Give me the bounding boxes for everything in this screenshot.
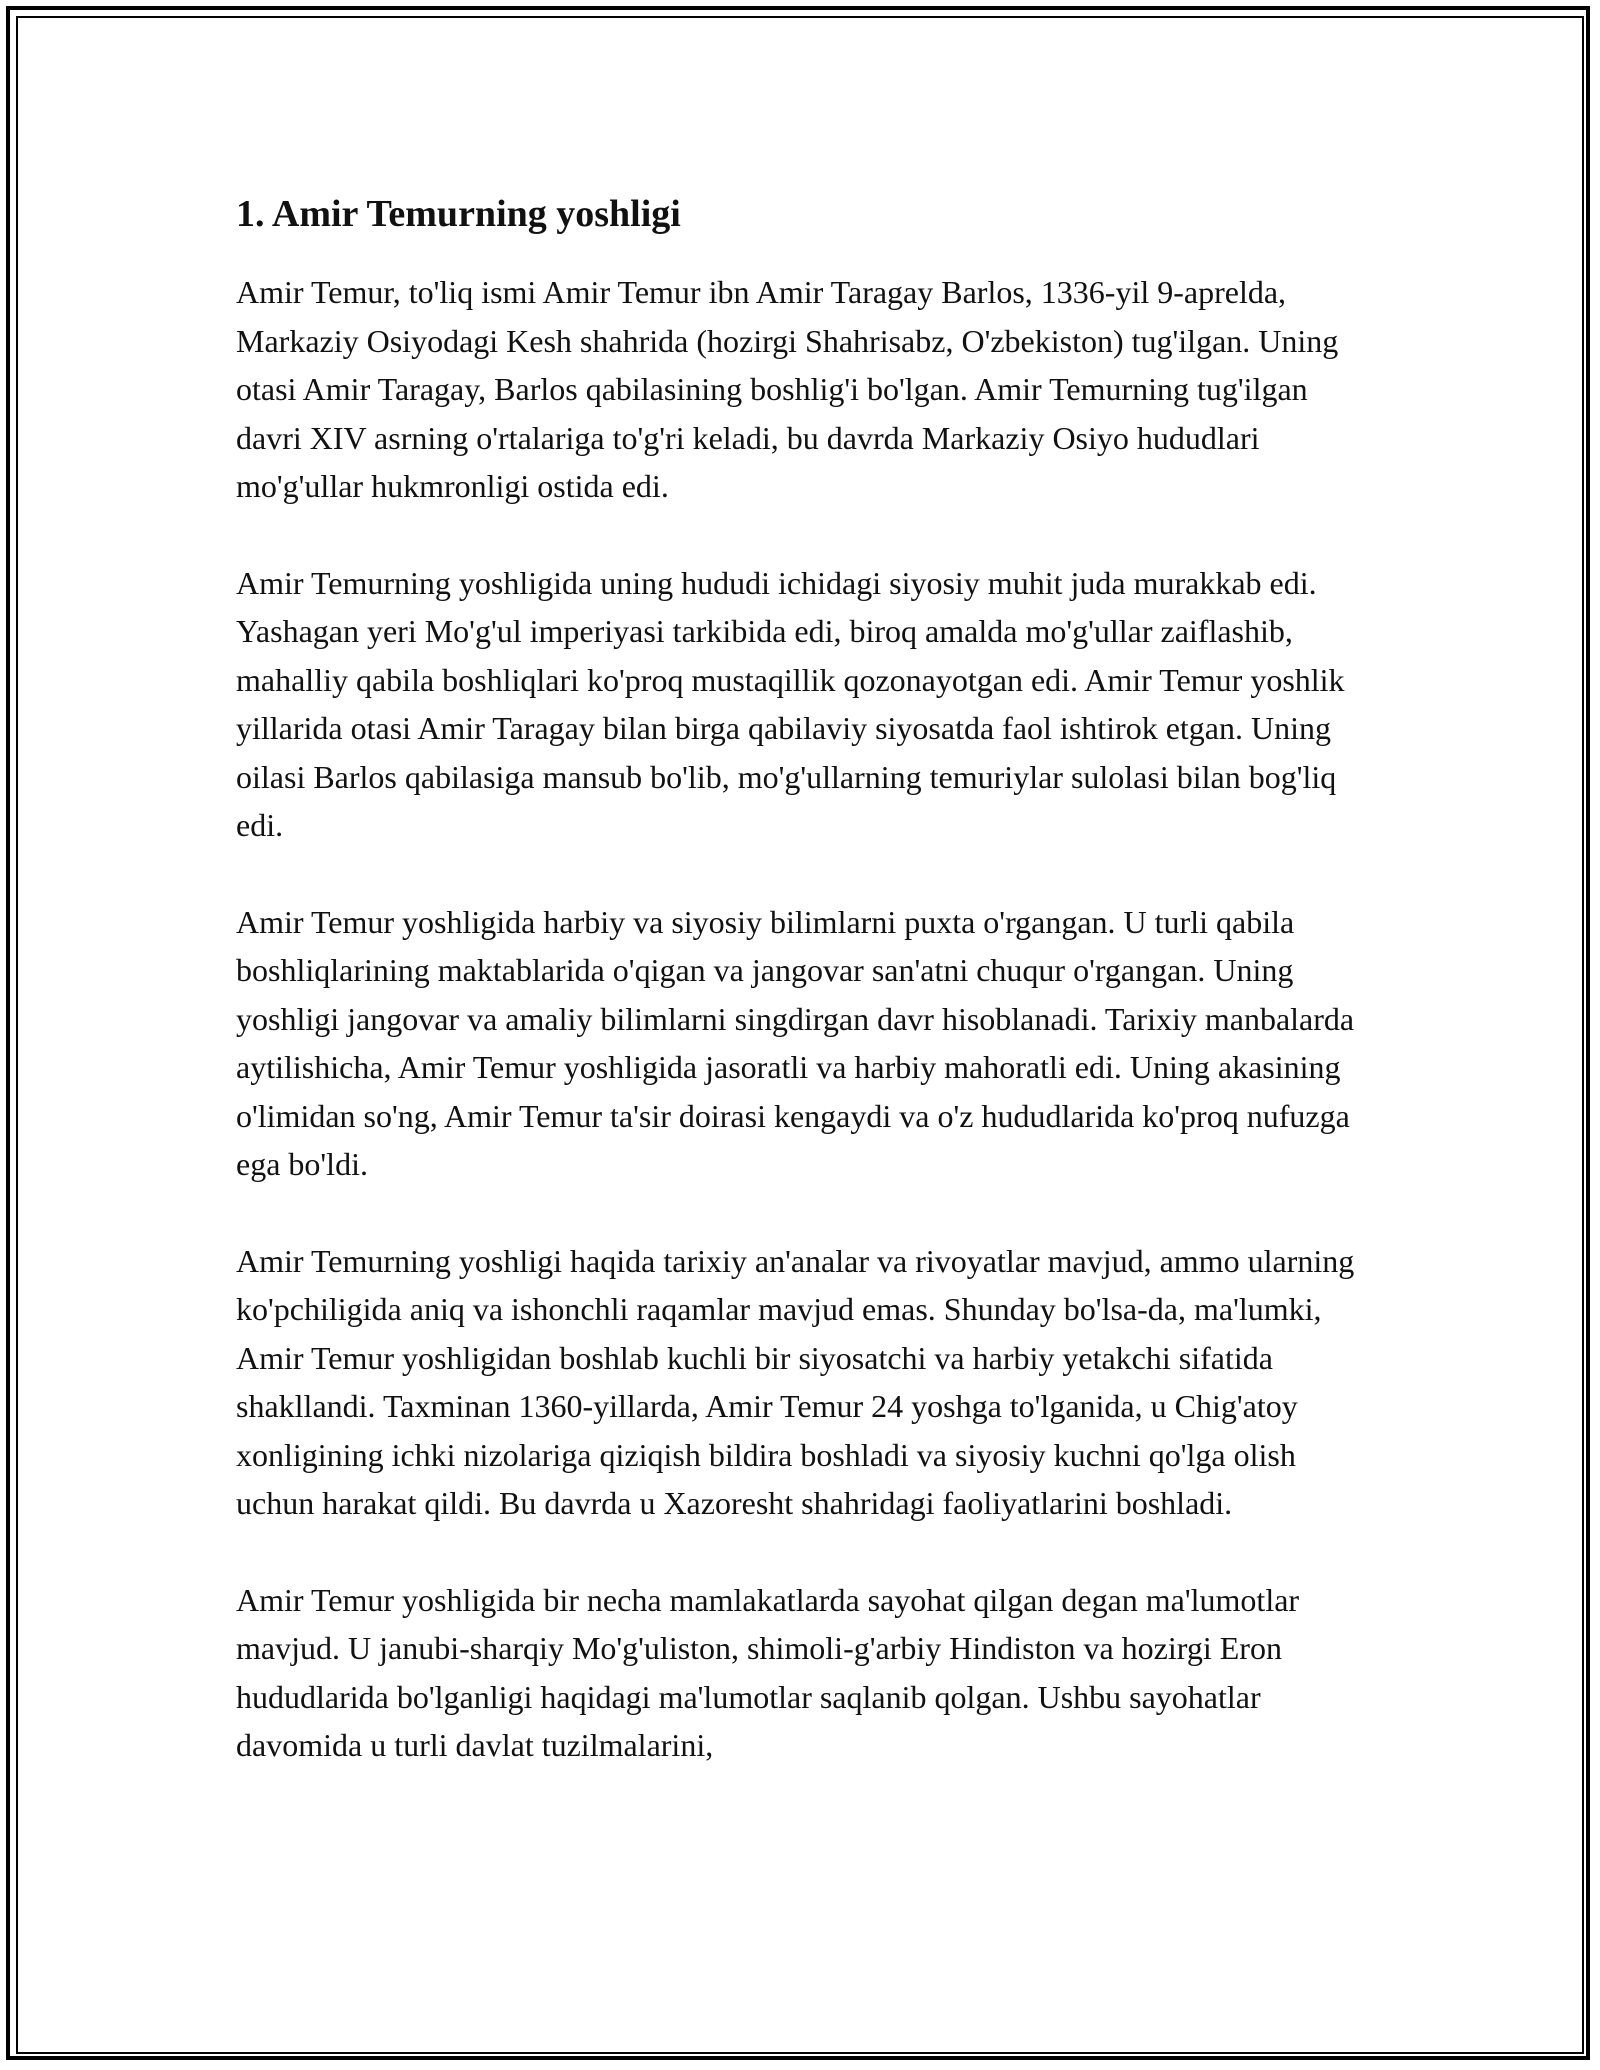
paragraph-5: Amir Temur yoshligida bir necha mamlakatlarda sayohat qilgan degan ma'lumotlar mavjud. U janubi-sharqiy Mo'g'uliston, shimoli-g'arbiy Hindiston va hozirgi Eron hududlarida bo'lganligi haqidagi ma'lumotlar saqlanib qolgan. Ushbu sayohatlar davomida u turli davlat tuzilmalarini, (236, 1581, 1300, 1763)
document-body (236, 188, 1366, 1770)
paragraph-1: Amir Temur, to'liq ismi Amir Temur ibn Amir Taragay Barlos, 1336-yil 9-aprelda, Markaziy Osiyodagi Kesh shahrida (hozirgi Shahrisabz, O'zbekiston) tug'ilgan. Uning otasi Amir Taragay, Barlos qabilasining boshlig'i bo'lgan. Amir Temurning tug'ilgan davri XIV asrning o'rtalariga to'g'ri keladi, bu davrda Markaziy Osiyo hududlari mo'g'ullar hukmronligi ostida edi. (236, 274, 1339, 504)
paragraph-4: Amir Temurning yoshligi haqida tarixiy an'analar va rivoyatlar mavjud, ammo ularning ko'pchiligida aniq va ishonchli raqamlar mavjud emas. Shunday bo'lsa-da, ma'lumki, Amir Temur yoshligidan boshlab kuchli bir siyosatchi va harbiy yetakchi sifatida shakllandi. Taxminan 1360-yillarda, Amir Temur 24 yoshga to'lganida, u Chig'atoy xonligining ichki nizolariga qiziqish bildira boshladi va siyosiy kuchni qo'lga olish uchun harakat qildi. Bu davrda u Xazoresht shahridagi faoliyatlarini boshladi. (236, 1242, 1355, 1521)
paragraph-2: Amir Temurning yoshligida uning hududi ichidagi siyosiy muhit juda murakkab edi. Yashagan yeri Mo'g'ul imperiyasi tarkibida edi, biroq amalda mo'g'ullar zaiflashib, mahalliy qabila boshliqlari ko'proq mustaqillik qozonayotgan edi. Amir Temur yoshlik yillarida otasi Amir Taragay bilan birga qabilaviy siyosatda faol ishtirok etgan. Uning oilasi Barlos qabilasiga mansub bo'lib, mo'g'ullarning temuriylar sulolasi bilan bog'liq edi. (236, 564, 1345, 843)
section-heading: 1. Amir Temurning yoshligi (236, 193, 681, 235)
paragraph-3: Amir Temur yoshligida harbiy va siyosiy bilimlarni puxta o'rgangan. U turli qabila boshliqlarining maktablarida o'qigan va jangovar san'atni chuqur o'rgangan. Uning yoshligi jangovar va amaliy bilimlarni singdirgan davr hisoblanadi. Tarixiy manbalarda aytilishicha, Amir Temur yoshligida jasoratli va harbiy mahoratli edi. Uning akasining o'limidan so'ng, Amir Temur ta'sir doirasi kengaydi va o'z hududlarida ko'proq nufuzga ega bo'ldi. (236, 903, 1355, 1182)
